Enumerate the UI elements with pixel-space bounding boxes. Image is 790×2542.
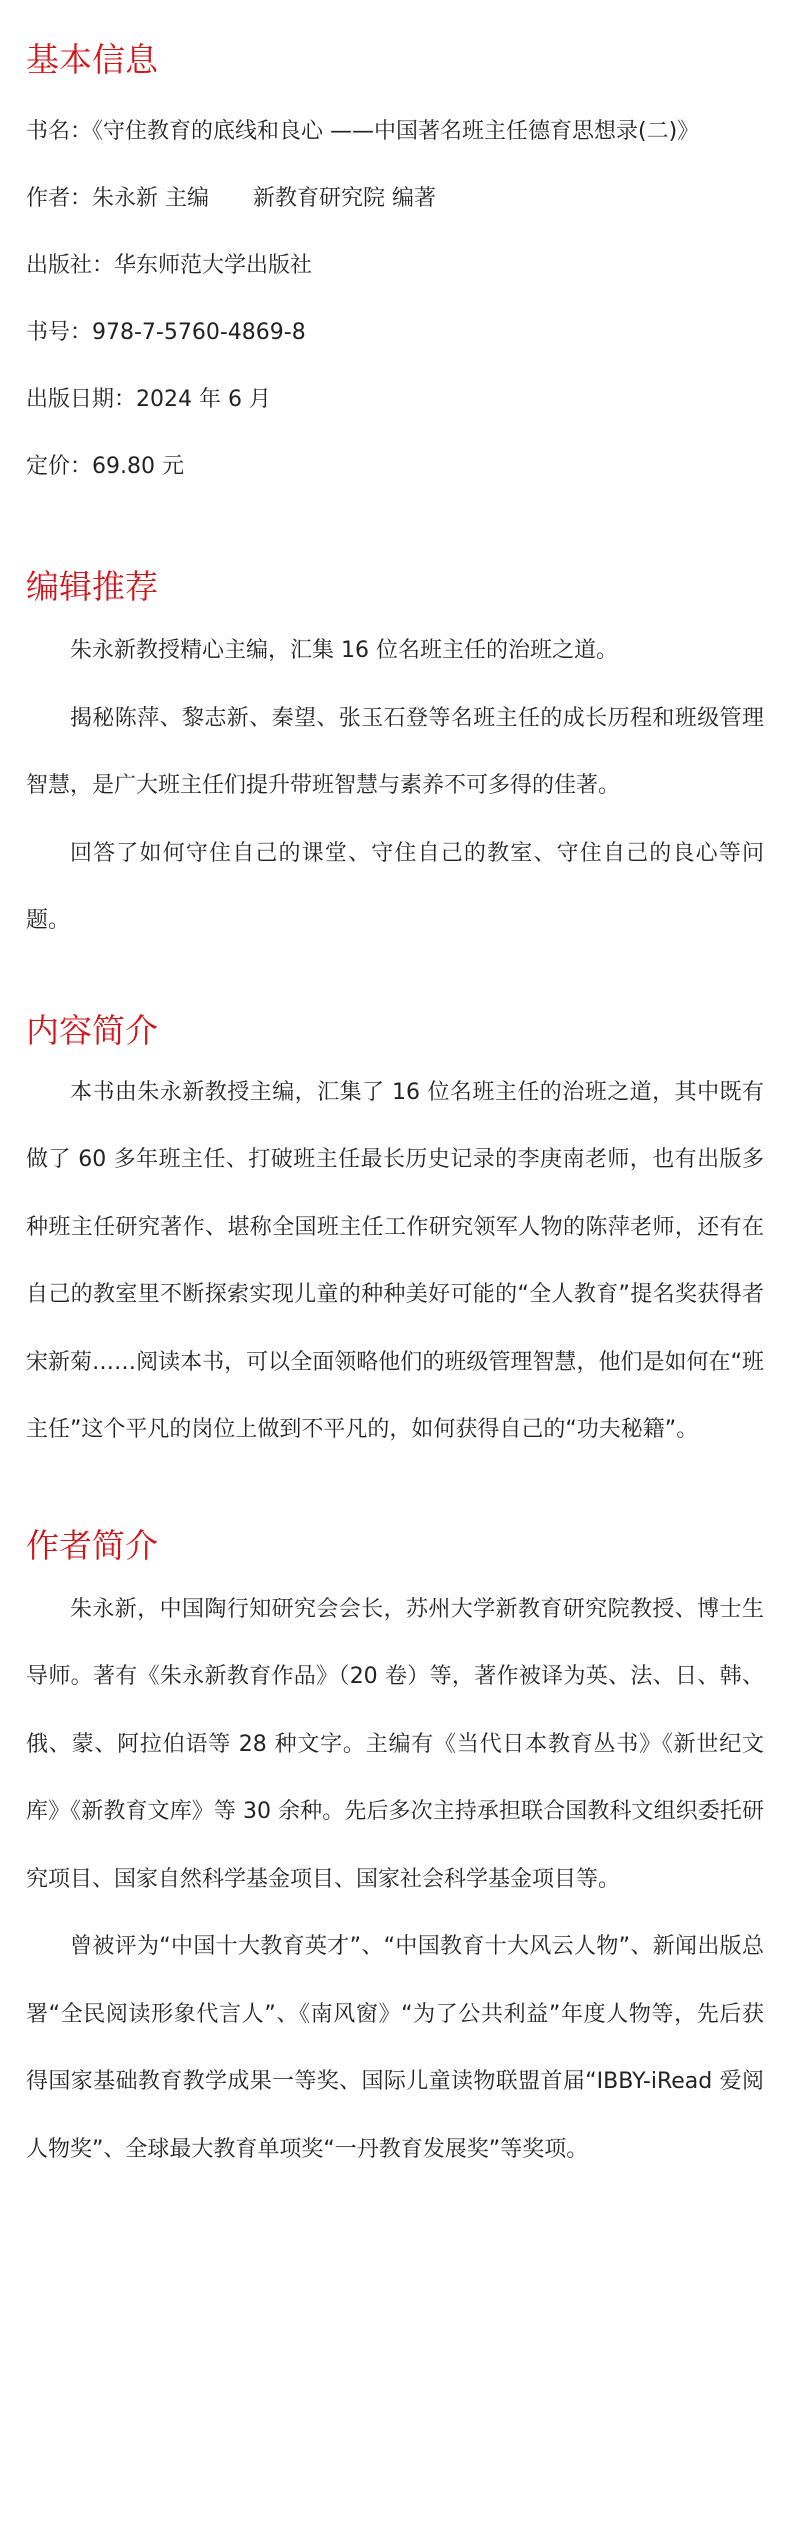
- book-price: 定价：69.80 元: [26, 454, 184, 479]
- basic-info-section: [26, 36, 764, 485]
- basic-info-heading: 基本信息: [26, 40, 158, 79]
- editor-recommendation-heading: 编辑推荐: [26, 567, 158, 606]
- content-summary-section: [26, 1007, 764, 1464]
- book-pub-date: 出版日期：2024 年 6 月: [26, 387, 271, 412]
- recommendation-paragraph: 朱永新教授精心主编，汇集 16 位名班主任的治班之道。: [70, 638, 618, 663]
- book-publisher: 出版社：华东师范大学出版社: [26, 253, 313, 278]
- recommendation-paragraph: 揭秘陈萍、黎志新、秦望、张玉石登等名班主任的成长历程和班级管理智慧，是广大班主任们提升带班智慧与素养不可多得的佳著。: [26, 705, 764, 798]
- book-isbn: 书号：978-7-5760-4869-8: [26, 320, 306, 345]
- content-summary-heading: 内容简介: [26, 1010, 158, 1050]
- book-author: 作者：朱永新 主编 新教育研究院 编著: [26, 186, 436, 211]
- author-intro-section: [26, 1522, 764, 2184]
- author-intro-heading: 作者简介: [26, 1525, 158, 1565]
- editor-recommendation-section: [26, 563, 764, 955]
- summary-paragraph: 本书由朱永新教授主编，汇集了 16 位名班主任的治班之道，其中既有做了 60 多年班主任、打破班主任最长历史记录的李庚南老师，也有出版多种班主任研究著作、堪称全国班主任工作研究领军人物的陈萍老师，还有在自己的教室里不断探索实现儿童的种种美好可能的“全人教育”提名奖获得者宋新菊……阅读本书，可以全面领略他们的班级管理智慧，他们是如何在“班主任”这个平凡的岗位上做到不平凡的，如何获得自己的“功夫秘籍”。: [26, 1079, 764, 1442]
- book-title: 书名：《守住教育的底线和良心 ——中国著名班主任德育思想录(二)》: [26, 119, 700, 144]
- recommendation-paragraph: 回答了如何守住自己的课堂、守住自己的教室、守住自己的良心等问题。: [26, 840, 764, 933]
- book-info-page: [0, 36, 790, 2183]
- author-intro-paragraph: 曾被评为“中国十大教育英才”、“中国教育十大风云人物”、新闻出版总署“全民阅读形象代言人”、《南风窗》“为了公共利益”年度人物等，先后获得国家基础教育教学成果一等奖、国际儿童读物联盟首届“IBBY-iRead 爱阅人物奖”、全球最大教育单项奖“一丹教育发展奖”等奖项。: [26, 1934, 764, 2162]
- author-intro-paragraph: 朱永新，中国陶行知研究会会长，苏州大学新教育研究院教授、博士生导师。著有《朱永新教育作品》（20 卷）等，著作被译为英、法、日、韩、俄、蒙、阿拉伯语等 28 种文字。主编有《当代日本教育丛书》《新世纪文库》《新教育文库》等 30 余种。先后多次主持承担联合国教科文组织委托研究项目、国家自然科学基金项目、国家社会科学基金项目等。: [26, 1596, 764, 1892]
